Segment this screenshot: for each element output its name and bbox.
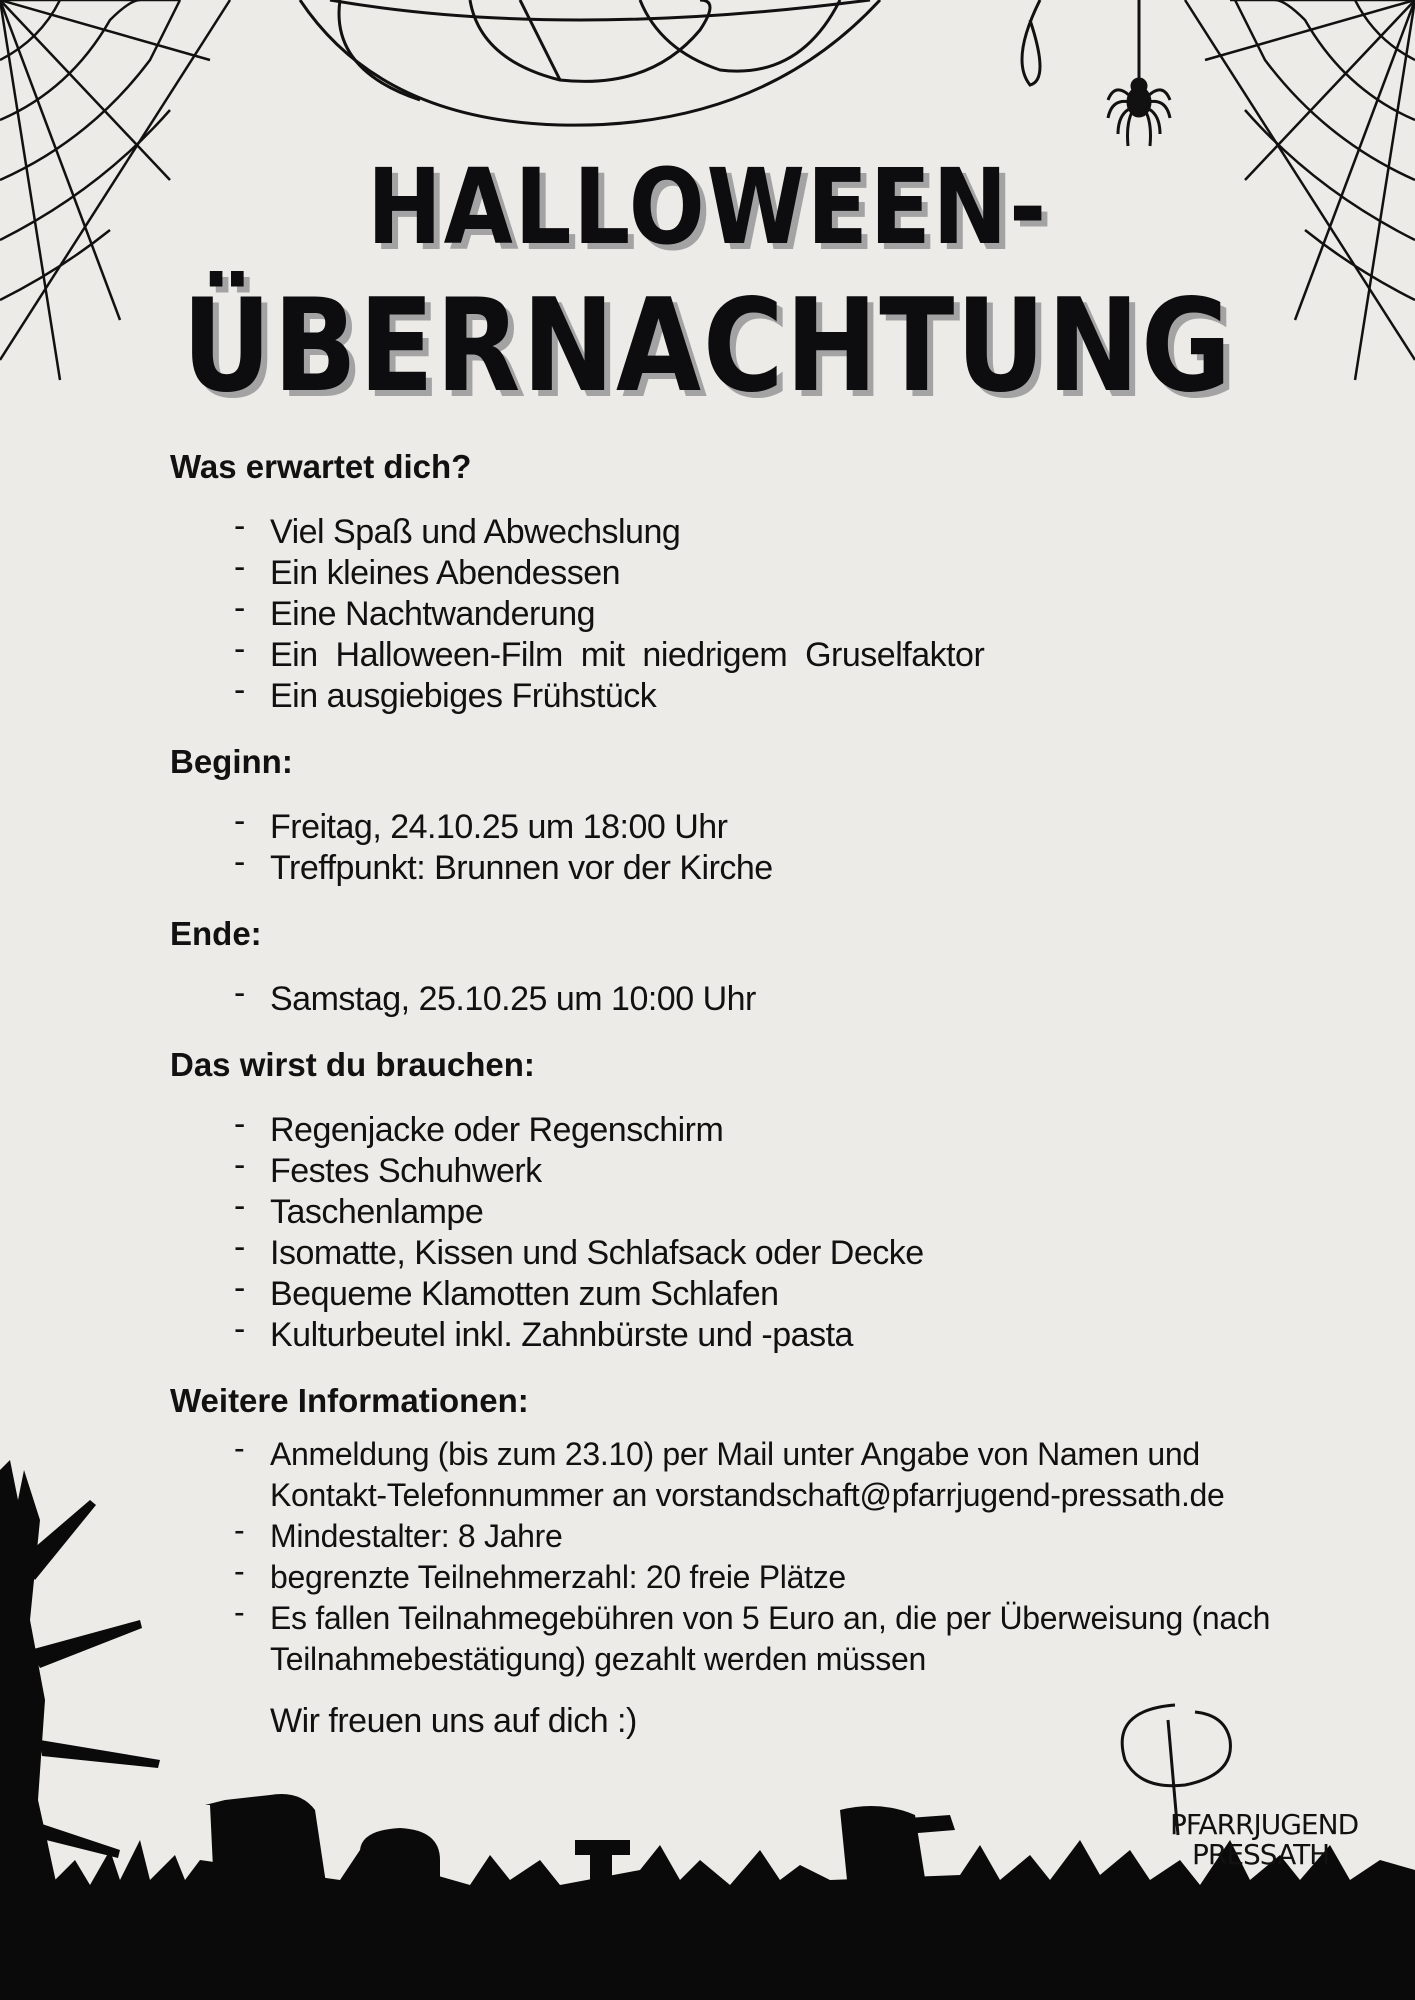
logo-text-line-2: PRESSATH	[1192, 1838, 1330, 1871]
cobweb-top-icon	[300, 0, 1040, 125]
section-heading: Ende:	[170, 915, 262, 952]
list-item: - Isomatte, Kissen und Schlafsack oder Decke	[270, 1233, 1320, 1274]
list-item: - Anmeldung (bis zum 23.10) per Mail unter Angabe von Namen und Kontakt-Telefonnummer an vorstandschaft@pfarrjugend-pressath.de	[270, 1434, 1310, 1516]
spider-icon	[1108, 0, 1170, 146]
closing-message: Wir freuen uns auf dich :)	[270, 1702, 637, 1740]
section-start	[170, 743, 1320, 889]
list-item: - Freitag, 24.10.25 um 18:00 Uhr	[270, 807, 1320, 848]
packing-list	[170, 1110, 1320, 1356]
section-heading: Weitere Informationen:	[170, 1382, 529, 1419]
end-list	[170, 979, 1320, 1020]
section-heading: Das wirst du brauchen:	[170, 1046, 535, 1083]
title-line-1: HALLOWEEN-	[367, 146, 1048, 268]
list-item: - Samstag, 25.10.25 um 10:00 Uhr	[270, 979, 1320, 1020]
list-item: - Viel Spaß und Abwechslung	[270, 512, 1320, 553]
section-further-info	[170, 1382, 1320, 1741]
list-item: - Taschenlampe	[270, 1192, 1320, 1233]
title-line-2: ÜBERNACHTUNG	[181, 272, 1234, 421]
list-item: - Kulturbeutel inkl. Zahnbürste und -pasta	[270, 1315, 1320, 1356]
list-item: - Treffpunkt: Brunnen vor der Kirche	[270, 848, 1320, 889]
expectations-list	[170, 512, 1320, 717]
list-item: - begrenzte Teilnehmerzahl: 20 freie Plätze	[270, 1557, 1310, 1598]
list-item: - Mindestalter: 8 Jahre	[270, 1516, 1310, 1557]
list-item: - Ein Halloween-Film mit niedrigem Gruselfaktor	[270, 635, 1320, 676]
list-item: - Regenjacke oder Regenschirm	[270, 1110, 1320, 1151]
list-item: - Es fallen Teilnahmegebühren von 5 Euro an, die per Überweisung (nach Teilnahmebestätigung) gezahlt werden müssen	[270, 1598, 1310, 1680]
info-list	[170, 1434, 1310, 1680]
list-item: - Festes Schuhwerk	[270, 1151, 1320, 1192]
start-list	[170, 807, 1320, 889]
list-item: - Eine Nachtwanderung	[270, 594, 1320, 635]
list-item: - Ein kleines Abendessen	[270, 553, 1320, 594]
logo-text-line-1: PFARRJUGEND	[1170, 1808, 1359, 1841]
section-end	[170, 915, 1320, 1020]
event-details	[170, 448, 1320, 1767]
list-item: - Bequeme Klamotten zum Schlafen	[270, 1274, 1320, 1315]
section-expectations	[170, 448, 1320, 717]
list-item: - Ein ausgiebiges Frühstück	[270, 676, 1320, 717]
section-heading: Was erwartet dich?	[170, 448, 472, 485]
section-packing-list	[170, 1046, 1320, 1356]
section-heading: Beginn:	[170, 743, 293, 780]
